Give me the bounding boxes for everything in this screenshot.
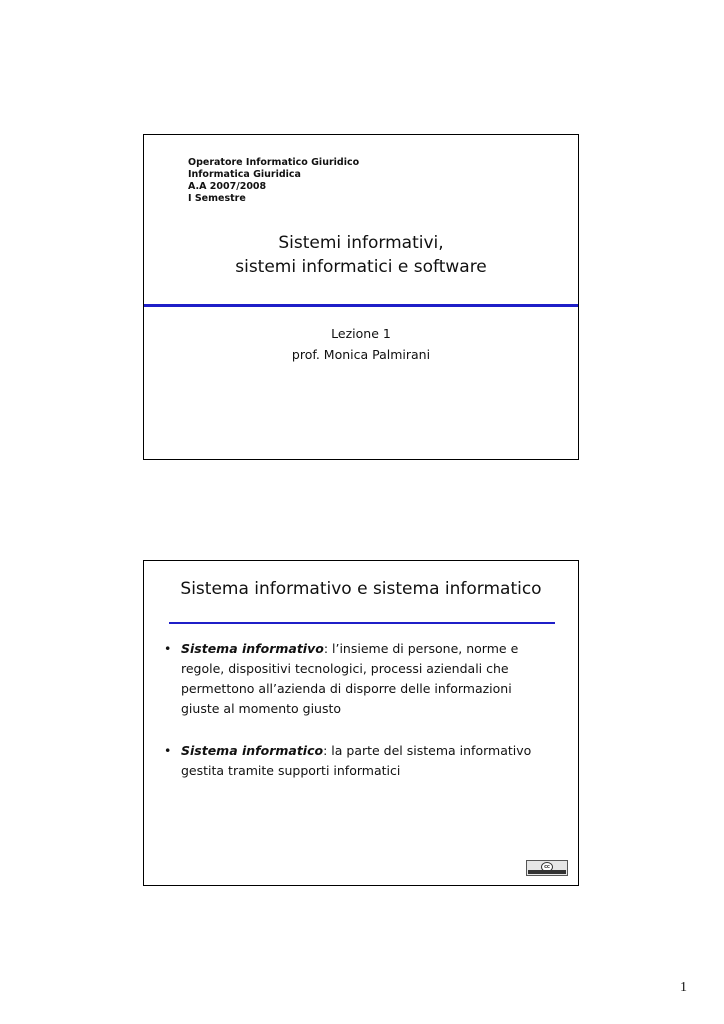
- slide-1-title-line-2: sistemi informatici e software: [235, 257, 487, 277]
- course-info-line: Informatica Giuridica: [188, 169, 301, 180]
- title-divider: [169, 622, 555, 624]
- course-info: [188, 157, 359, 205]
- definition-text: : l’insieme di persone, norme e regole, dispositivi tecnologici, processi aziendali che permettono all’azienda di disporre delle informazioni giuste al momento giusto: [181, 641, 519, 716]
- cc-logo-icon: cc: [541, 862, 553, 872]
- bullet-list: [164, 639, 554, 803]
- list-item: [164, 741, 554, 781]
- cc-license-strip: [528, 870, 566, 874]
- slide-1: [143, 134, 579, 460]
- definition-term: Sistema informativo: [181, 641, 324, 656]
- course-info-line: I Semestre: [188, 193, 246, 204]
- list-item: [164, 639, 554, 719]
- bullet-icon: •: [164, 641, 172, 656]
- slide-1-title-line-1: Sistemi informativi,: [278, 233, 444, 253]
- slide-1-subtitle: [144, 323, 578, 365]
- page-number: 1: [680, 980, 687, 995]
- course-info-line: Operatore Informatico Giuridico: [188, 157, 360, 168]
- definition-term: Sistema informatico: [181, 743, 324, 758]
- definition-text: : la parte del sistema informativo gestita tramite supporti informatici: [181, 743, 532, 778]
- course-info-line: A.A 2007/2008: [188, 181, 267, 192]
- lesson-label: Lezione 1: [331, 326, 391, 341]
- title-divider: [144, 304, 578, 307]
- creative-commons-icon: [526, 860, 568, 876]
- bullet-icon: •: [164, 743, 172, 758]
- professor-name: prof. Monica Palmirani: [291, 347, 431, 362]
- slide-2-title: Sistema informativo e sistema informatico: [180, 579, 542, 599]
- slide-2: [143, 560, 579, 886]
- slide-1-title: [144, 231, 578, 279]
